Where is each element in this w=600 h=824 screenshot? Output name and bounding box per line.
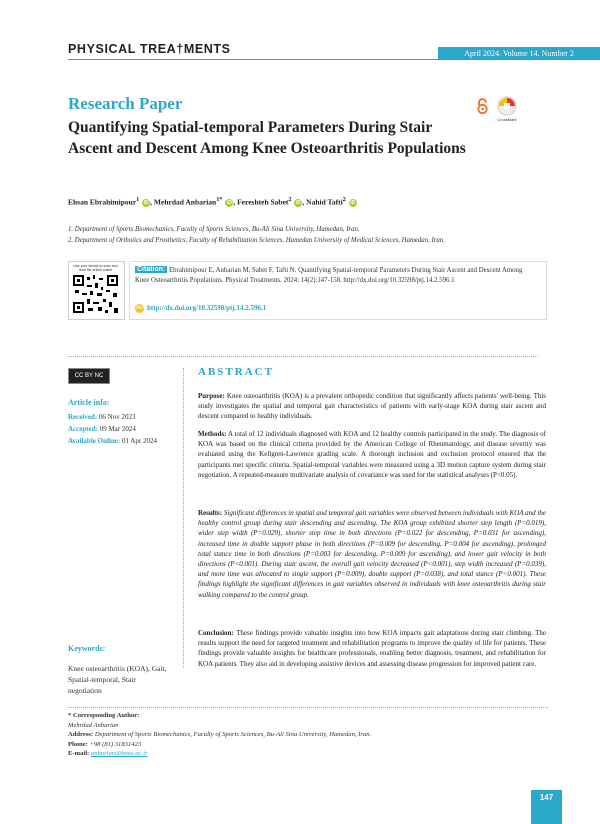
- license-badge[interactable]: CC BY NC: [68, 368, 110, 384]
- author-affiliation-mark: 2: [342, 196, 346, 203]
- received-label: Received:: [68, 413, 98, 421]
- article-type: Research Paper: [68, 94, 183, 113]
- qr-code-icon[interactable]: [73, 275, 118, 313]
- issue-banner: April 2024. Volume 14. Number 2: [438, 47, 600, 60]
- author-name[interactable]: Mehrdad Anbarian: [153, 197, 217, 207]
- orcid-icon[interactable]: iD: [226, 199, 232, 206]
- keywords-heading: Keywords:: [68, 644, 106, 653]
- corresponding-name: Mehrdad Anbarian: [68, 721, 119, 729]
- methods-text: A total of 12 individuals diagnosed with KOA and 12 healthy controls participated in the study. The diagnosis of KOA was based on the clinical criteria provided by the American College of Rheumatology, and disease severity was evaluated using the Kellgren-Lawrence grading scale. A thorough inclusion and exclusion protocol ensured that the participants met specific criteria. Spatial-temporal variables were measured using a 3D motion capture system during stair negotiation. A repeated-measure multivariate analysis of covariance was used for the statistical analyses (P<0.05).: [198, 430, 546, 479]
- author-name[interactable]: Ehsan Ebrahimipour: [68, 197, 137, 207]
- author-affiliation-mark: 1: [136, 196, 140, 203]
- abstract-purpose: [198, 391, 546, 422]
- article-dates: [68, 411, 157, 447]
- qr-caption: Use your device to scan and read the article online: [73, 264, 118, 272]
- article-title: Quantifying Spatial-temporal Parameters During Stair Ascent and Descent Among Knee Osteoarthritis Populations: [68, 119, 466, 157]
- affiliation-1: 1. Department of Sports Biomechanics, Faculty of Sports Sciences, Bu-Ali Sina University, Hamedan, Iran.: [68, 226, 360, 233]
- abstract-results: [198, 508, 546, 600]
- svg-text:CrossMark: CrossMark: [497, 117, 517, 122]
- results-label: Results:: [198, 509, 223, 517]
- online-date: 01 Apr 2024: [121, 437, 157, 445]
- corresponding-author: [68, 707, 548, 759]
- results-text: Significant differences in spatial and temporal gait variables were observed between individuals with KOA and the healthy control group during stair descending and ascending. The KOA group exhibited shorter step length (P=0.019), wider step width (P=0.029), shorter step time in both directions (P=0.022 for descending, P=0.031 for ascending), increased time in double support phase in both directions (P=0.009 for descending, P=0.004 for ascending), prolonged total stance time in both directions (P=0.003 for descending, P=0.009 for ascending), and lower gait velocity in both directions (P<0.001). During stair ascent, the overall gait velocity decreased (P<0.001), step width increased (P=0.039), and more time was allocated to single support (P=0.009), double support (P=0.038), and total stance (P<0.001). These findings highlight the significant differences in gait variables observed in individuals with knee osteoarthritis during stair walking compared to the control group.: [198, 509, 546, 599]
- affiliation-2: 2. Department of Orthotics and Prosthetics, Faculty of Rehabilitation Sciences, Hamedan University of Medical Sciences, Hamedan, Iran.: [68, 237, 445, 244]
- conclusion-text: These findings provide valuable insights into how KOA impacts gait adaptations during stair climbing. The results support the need for targeted treatment and rehabilitation programs to improve the quality of life for patients. These findings provide valuable insights for healthcare professionals, enabling better diagnosis, treatment, and rehabilitation for KOA patients. They also aid in developing assistive devices and assessing disease progression for improved patient care.: [198, 629, 546, 668]
- column-divider: [183, 368, 184, 668]
- header-rule: [68, 59, 438, 60]
- abstract-conclusion: [198, 628, 546, 669]
- open-access-icon: [476, 98, 489, 114]
- corresponding-heading: * Corresponding Author:: [68, 712, 140, 719]
- address-label: Address:: [68, 731, 94, 738]
- section-divider: [68, 356, 538, 357]
- author-affiliation-mark: 1*: [216, 196, 223, 203]
- author-name[interactable]: Nahid Tafti: [306, 197, 343, 207]
- phone-label: Phone:: [68, 740, 88, 748]
- crossmark-icon[interactable]: [496, 96, 518, 124]
- author-list: Ehsan Ebrahimipour$^1$ iD , Mehrdad Anbarian$^{1*}$ iD , Fereshteh Sabet$^2$ iD , Nahid Tafti$^2$ iD: [68, 196, 356, 207]
- doi-link[interactable]: http://dx.doi.org/10.32598/ptj.14.2.596.1: [147, 304, 267, 312]
- article-info-heading: Article info:: [68, 398, 110, 407]
- accepted-label: Accepted:: [68, 425, 98, 433]
- accepted-date: 09 Mar 2024: [99, 425, 136, 433]
- email-link[interactable]: anbarian@basu.ac.ir: [90, 750, 148, 757]
- doi-icon: doi: [136, 305, 143, 311]
- abstract-methods: [198, 429, 546, 480]
- methods-label: Methods:: [198, 430, 227, 438]
- purpose-text: Knee osteoarthritis (KOA) is a prevalent orthopedic condition that significantly affects patients' well-being. This study investigates the spatial and temporal gait characteristics of patients with early-stage KOA during stair ascent and descent compared to healthy individuals.: [198, 392, 547, 421]
- purpose-label: Purpose:: [198, 392, 225, 400]
- keywords-list: Knee osteoarthritis (KOA), Gait, Spatial-temporal, Stair negotiation: [68, 664, 167, 695]
- orcid-icon[interactable]: iD: [350, 199, 356, 206]
- online-label: Available Online:: [68, 437, 121, 445]
- phone-text: +98 (81) 31831423: [89, 740, 142, 748]
- orcid-icon[interactable]: iD: [295, 199, 301, 206]
- received-date: 06 Nov 2023: [98, 413, 136, 421]
- conclusion-label: Conclusion:: [198, 629, 234, 637]
- orcid-icon[interactable]: iD: [143, 199, 149, 206]
- author-affiliation-mark: 2: [288, 196, 292, 203]
- journal-name: PHYSICAL TREA†MENTS: [68, 42, 231, 56]
- page-number: 147: [531, 790, 562, 824]
- address-text: Department of Sports Biomechanics, Faculty of Sports Sciences, Bu-Ali Sina University, Hamedan, Iran.: [94, 731, 372, 738]
- citation-label: Citation:: [137, 266, 166, 273]
- citation-text: Ebrahimipour E, Anbarian M, Sabet F, Tafti N. Quantifying Spatial-temporal Parameters During Stair Ascent and Descent Among Knee Osteoarthritis Populations. Physical Treatments. 2024; 14(2):147-158. http://dx.doi.org/10.32598/ptj.14.2.596.1: [135, 267, 523, 284]
- abstract-heading: ABSTRACT: [198, 366, 274, 378]
- email-label: E-mail:: [68, 750, 90, 757]
- author-name[interactable]: Fereshteh Sabet: [237, 197, 289, 207]
